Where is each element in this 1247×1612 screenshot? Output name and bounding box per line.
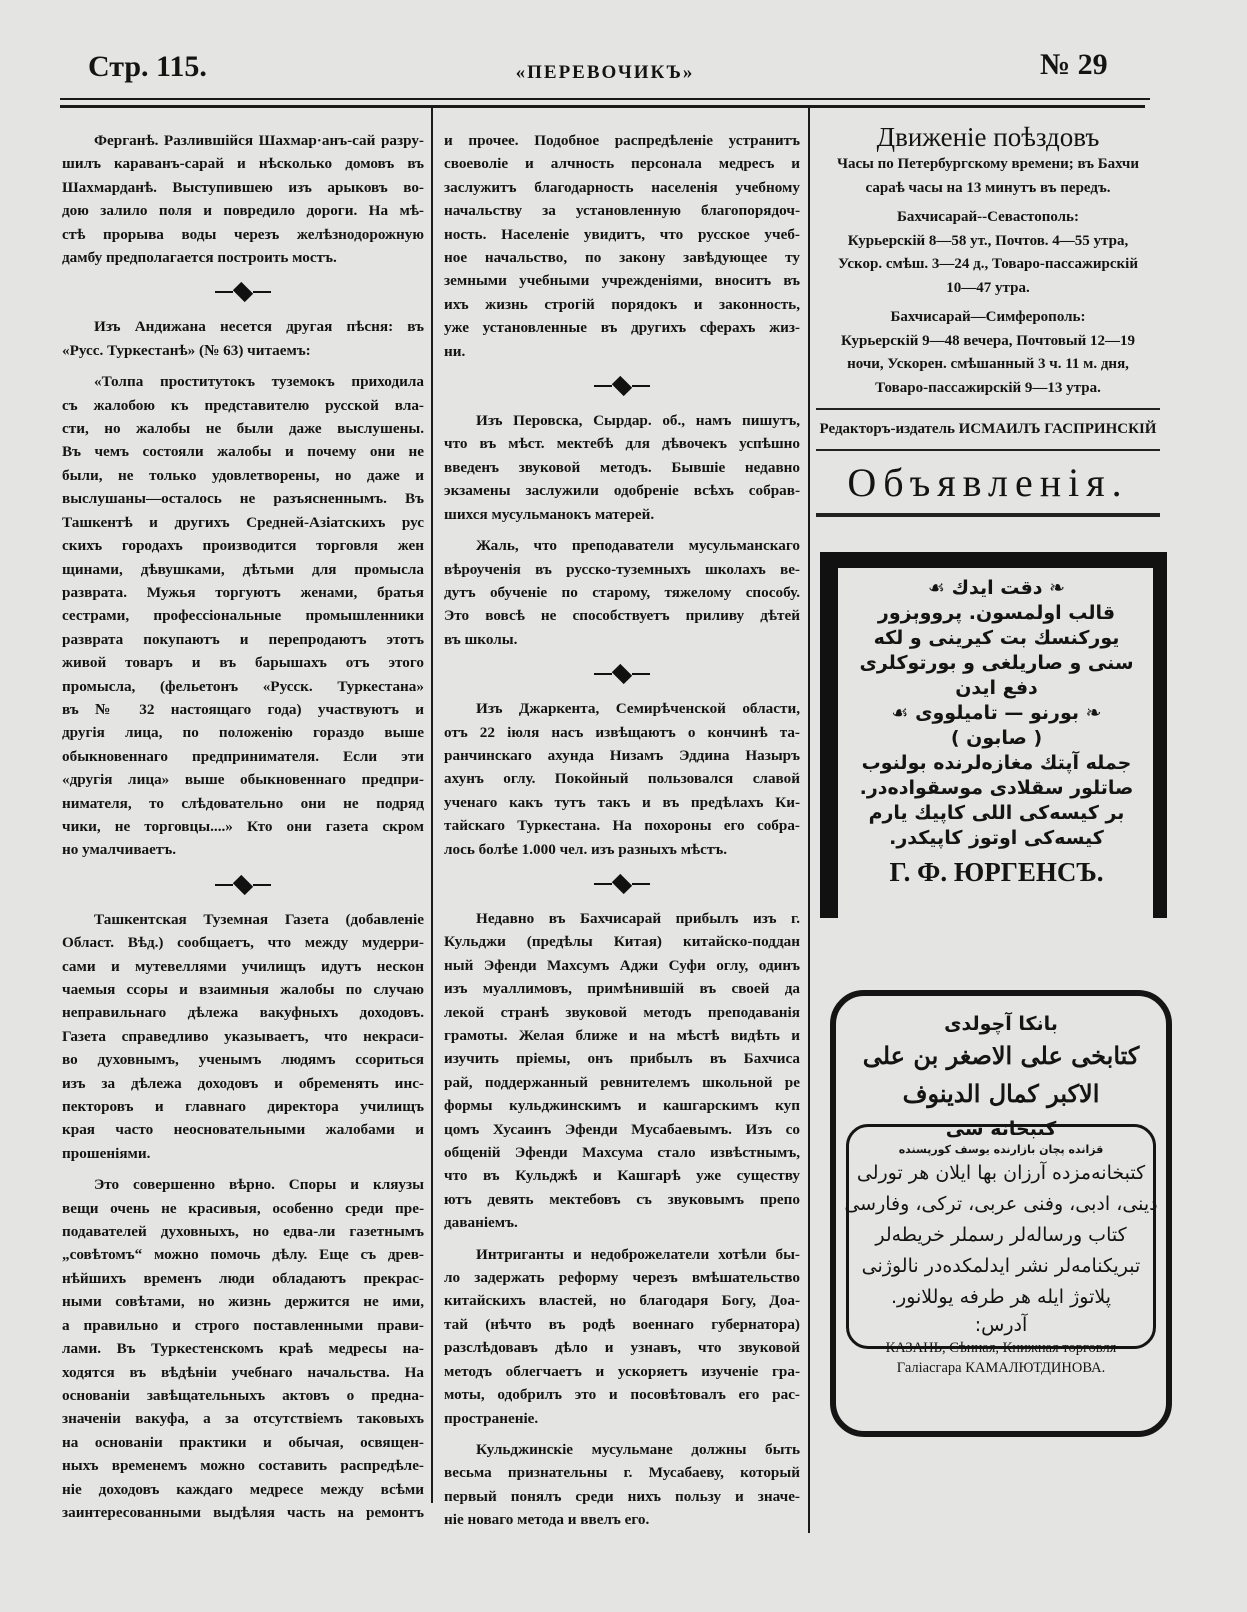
newspaper-title: «ПЕРЕВОЧИКЪ» [515,62,695,83]
ad-line: کتبخانه‌مزده آرزان بها ایلان هر تورلی [856,1162,1146,1184]
text-line: вещи очень не красивыя, особенно среди пре- [62,1199,424,1217]
section-ornament-icon [444,371,800,401]
train-schedule-title: Движеніе поѣздовъ [876,122,1100,152]
text-line: ни. [444,342,466,360]
text-line: ходятся въ вѣдѣніи учебнаго начальства. На [62,1363,424,1381]
ad-border [820,552,1167,568]
header-rule-bottom [60,105,1145,108]
text-line: изучить пріемы, онъ прибылъ въ Бахчиса [444,1050,800,1068]
text-line: методъ облегчаетъ и ускоряетъ изученіе гра- [444,1362,800,1380]
text-line: сестрами, профессіональные промышленники [62,607,424,625]
text-line: что въ Кульджѣ и Кашгарѣ уже существу [444,1167,800,1185]
text-line: вѣроученія въ русско-туземныхъ школахъ ве- [444,560,800,578]
fleuron-icon: ❧ [1042,577,1066,599]
text-line: Шахмарданѣ. Выступившею изъ арыковъ во- [62,178,424,196]
text-line: во духовнымъ, ученымъ людямъ ссориться [62,1051,424,1069]
text-line: начальству за установленную благопорядоч- [444,202,800,220]
text-line: стѣ прорыва воды черезъ желѣзнодорожную [62,225,424,243]
text-line: лось болѣе 1.000 чел. изъ разныхъ мѣстъ. [444,840,728,858]
ad-line: سنی و صاریلغی و بورتوکلری [859,652,1134,674]
article-paragraph [62,315,424,362]
text-line: Недавно въ Бахчисарай прибылъ изъ г. [476,909,800,927]
text-line: основаніи завѣщательныхъ актовъ о предна- [62,1386,424,1404]
bookshop-advertisement [830,990,1172,1437]
route-name: Бахчисарай—Симферополь: [890,309,1086,325]
text-line: грамоты. Желая ближе и на мѣстѣ видѣть и [444,1027,800,1044]
text-line: шилъ караванъ-сарай и нѣсколько домовъ въ [62,155,424,173]
text-line: разврата покупаютъ и перепродаютъ этотъ [62,630,424,648]
text-line: щинами, дѣвушками, дѣтьми для промысла [62,560,424,578]
route-line: ночи, Ускорен. смѣшанный 3 ч. 11 м. дня, [847,356,1129,372]
text-line: ное начальство, по закону завѣдующее ту [444,249,800,267]
text-line: Это совершенно вѣрно. Споры и кляузы [94,1176,424,1194]
text-line: Это вовсѣ не способствуетъ приливу дѣтей [444,607,800,625]
text-line: Кульджи (предѣлы Китая) китайско-поддан [444,933,800,951]
text-line: Газета справедливо указываетъ, что некраси- [62,1027,424,1045]
text-line: Ташкентская Туземная Газета (добавленіе [94,910,424,928]
article-paragraph [444,129,800,363]
text-line: края часто неосновательными жалобами и [62,1121,424,1139]
text-line: въ школы. [444,630,518,648]
text-line: китайскихъ властей, но благодаря Богу, Доа- [444,1292,800,1310]
text-line: тай (нѣчто въ родѣ военнаго губернатора) [444,1315,800,1333]
text-line: неправильнаго дѣлежа вакуфныхъ доходовъ. [62,1004,424,1022]
route-line: Курьерскій 9—48 вечера, Почтовый 12—19 [841,332,1135,349]
section-ornament-icon [444,869,800,899]
text-line: лекой странѣ звуковой методъ преподаванія [444,1003,800,1021]
article-paragraph [444,1243,800,1430]
text-line: Изъ Джаркента, Семирѣченской области, [476,700,800,718]
text-line: тайскаго Туркестана. На похороны его собра- [444,817,800,835]
article-paragraph [62,1173,424,1524]
section-ornament-icon [444,659,800,689]
ad-product [848,701,1145,726]
article-paragraph [62,370,424,862]
text-line: дутъ обученіе по старому, тяжелому способу. [444,583,800,601]
divider [816,408,1160,410]
article-paragraph [444,697,800,861]
text-line: чики, не торговцы....» Кто они газета скром [62,817,424,835]
fleuron-icon: ❧ [1079,702,1102,724]
text-line: ный Эфенди Махсумъ Аджи Суфи оглу, одинъ [444,956,800,974]
text-line: другія лица, по положенію гораздо выше [62,724,424,742]
ad-subtitle: کتبخانه سی [945,1118,1057,1140]
fleuron-icon: ☙ [891,702,916,724]
ad-line: پلاتوژ ایله هر طرفه یوللانور. [890,1286,1112,1308]
text-line: заслужитъ благодарность населенія учебному [444,178,800,196]
column-divider-1 [431,108,433,1503]
ad-heading-text: دقت ایدك [951,577,1043,599]
ad-line: قالب اولمسون. پرووېزور [877,602,1116,624]
text-line: были, не только удовлетворены, но даже и [62,466,424,484]
text-line: ютъ девять мектебовъ съ звуковымъ препо [444,1190,800,1208]
text-line: ность. Населеніе увидитъ, что русское учеб- [444,225,800,243]
text-line: въ № 32 настоящаго года) участвуютъ и [62,700,424,718]
text-line: ранчинскаго ахунда Низамъ Эддина Назыръ [444,746,800,764]
text-line: общеній Эфенди Махсума стало извѣстнымъ, [444,1144,800,1162]
text-line: дою залило поля и повредило дороги. На мѣ- [62,202,424,220]
text-line: обыкновеннаго предпринимателя. Если эти [62,747,424,765]
article-paragraph [62,908,424,1165]
text-line: нимателя, то слѣдовательно они не подряд [62,794,424,812]
page-number: Стр. 115. [88,50,207,83]
header-rule-top [60,98,1150,100]
text-line: съ жалобою къ представителю русской вла- [62,396,424,414]
text-line: промысла, (фельетонъ «Русск. Туркестана» [62,677,424,695]
text-line: даваніемъ. [444,1214,518,1232]
text-line: «Русс. Туркестанѣ» (№ 63) читаемъ: [62,341,311,359]
text-line: «другія лица» выше обыкновеннаго предпри- [62,771,424,789]
ad-line: دفع ایدن [955,677,1038,699]
ad-line: کتاب ورساله‌لر رسملر خریطه‌لر [875,1224,1127,1246]
text-line: ихъ жизнь строгій порядокъ и законность, [444,295,800,313]
ad-border [820,552,838,918]
sidebar-column [816,118,1160,525]
text-line: Ташкентѣ и другихъ Средней-Азіатскихъ рус [62,513,424,531]
ad-heading [848,576,1145,601]
text-line: своеволіе и алчность персонала медресъ и [444,155,800,173]
issue-number: № 29 [1040,48,1108,81]
text-line: изъ муаллимовъ, примѣнившій въ своей да [444,980,800,998]
ad-line: کیسه‌کی اوتوز کاپیکدر. [889,827,1104,849]
ad-address-line: КАЗАНЬ, Сѣнная, Книжная торговля [885,1340,1117,1356]
text-line: уже установленные въ другихъ сферахъ жиз- [444,319,800,337]
article-column-2 [444,129,800,1540]
ad-address-label: آدرس: [974,1314,1028,1336]
text-line: нѣйшихъ временъ люди обладаютъ прекрас- [62,1269,424,1287]
text-line: сти, но жалобы не были даже выслушены. [62,420,424,438]
text-line: сами и мутевеллями училищъ идутъ нескон [62,957,424,975]
text-line: весьма признательны г. Мусабаеву, который [444,1464,800,1482]
text-line: шихся мусульманокъ матерей. [444,505,655,523]
text-line: экзамены заслужили одобреніе всѣхъ собрав- [444,482,800,500]
text-line: Въ чемъ состояли жалобы и почему они не [62,443,424,461]
text-line: ніе доходовъ каждаго медресе между всѣми [62,1480,424,1498]
text-line: ніе новаго метода и ввелъ его. [444,1511,650,1529]
ad-line: بر کیسه‌کی اللی کاپیك یارم [868,802,1125,824]
text-line: введенъ звуковой методъ. Бывшіе недавно [444,458,800,476]
text-line: значеніи вакуфа, а за отсутствіемъ таковыхъ [62,1410,424,1428]
text-line: скихъ городахъ производится торговля жен [62,537,424,555]
editor-publisher: Редакторъ-издатель ИСМАИЛЪ ГАСПРИНСКІЙ [819,420,1157,437]
text-line: лами. Въ Туркестенскомъ краѣ медресы на- [62,1340,424,1358]
ad-calligraphy: کتابخی علی الاصغر بن علی الاکبر کمال الدینوف [862,1041,1140,1108]
text-line: Жаль, что преподаватели мусульманскаго [476,537,800,555]
text-line: ло задержать реформу черезъ вмѣшательство [444,1269,800,1287]
text-line: разврата. Мужья торгуютъ женами, братья [62,583,424,601]
text-line: изъ за дѣлежа доходовъ и обременять инс- [62,1074,424,1092]
text-line: „совѣтомъ“ можно помочь дѣлу. Еще съ древ- [62,1246,424,1264]
text-line: что въ мѣст. мектебѣ для дѣвочекъ успѣшно [444,435,800,453]
ad-line: جمله آپتك مغازه‌لرنده بولنوب [861,752,1132,774]
fleuron-icon: ☙ [927,577,952,599]
text-line: «Толпа проститутокъ туземокъ приходила [94,373,424,391]
ad-top-line: بانکا آچولدی [944,1013,1058,1035]
article-paragraph [62,129,424,269]
text-line: прошеніями. [62,1144,151,1162]
text-line: земными учебными учрежденіями, вноситъ въ [444,272,800,290]
article-paragraph [444,409,800,526]
soap-advertisement [820,552,1167,918]
ad-product-sub: ( صابون ) [950,727,1043,749]
text-line: пространеніе. [444,1409,539,1427]
train-note-line: сараѣ часы на 13 минутъ въ передъ. [865,179,1111,196]
text-line: заинтересованными выдѣляя часть на ремонтъ [62,1503,424,1521]
text-line: Изъ Андижана несется другая пѣсня: въ [94,318,424,336]
divider [816,513,1160,517]
text-line: а правильно и строго поставленными прави- [62,1316,424,1334]
section-ornament-icon [62,870,424,900]
text-line: Ферганѣ. Разлившійся Шахмар·анъ-сай разру- [94,132,424,149]
ad-signature: Г. Ф. ЮРГЕНСЪ. [889,857,1104,887]
text-line: цомъ Хусаинъ Эфенди Мусабаевымъ. Изъ со [444,1120,800,1138]
text-line: Интриганты и недоброжелатели хотѣли бы- [476,1245,800,1263]
article-paragraph [444,1438,800,1532]
text-line: Кульджинскіе мусульмане должны быть [476,1440,800,1458]
text-line: моты, одобрилъ это и посовѣтовалъ его рас- [444,1386,800,1404]
ad-line: تبریکنامه‌لر نشر ایدلمکده‌در نالوژنی [861,1255,1141,1277]
text-line: выслушаны—осталось не разъясненнымъ. Въ [62,490,424,508]
route-line: Товаро-пассажирскій 9—13 утра. [875,379,1101,396]
text-line: ныхъ временемъ можно составить распредѣле- [62,1457,424,1475]
text-line: ными совѣтами, но жизнь держится не ими, [62,1293,424,1311]
route-name: Бахчисарай--Севастополь: [897,209,1079,225]
ad-line: یورکنسك بت کیرینی و لکه [873,627,1120,649]
route-line: Курьерскій 8—58 ут., Почтов. 4—55 утра, [847,232,1129,249]
article-paragraph [444,907,800,1235]
train-note-line: Часы по Петербургскому времени; въ Бахчи [836,156,1140,172]
text-line: пекторовъ и главнаго директора училищъ [62,1098,424,1116]
text-line: формы кульджинскимъ и кашгарскимъ куп [444,1097,800,1115]
text-line: Област. Вѣд.) сообщаетъ, что между мудерри- [62,934,424,952]
column-divider-2 [808,108,810,1533]
ad-small-line: قزانده پچان بازارنده یوسف کورپسنده [898,1143,1104,1156]
advertisements-heading: Объявленія. [847,459,1129,505]
text-line: подавателей духовныхъ, но едва-ли газетнымъ [62,1223,424,1241]
text-line: Изъ Перовска, Сырдар. об., намъ пишутъ, [476,412,800,430]
text-line: дамбу предполагается построить мостъ. [62,249,337,267]
text-line: на основаніи практики и обычая, освящен- [62,1433,424,1451]
text-line: ахунъ оглу. Покойный пользовался славой [444,770,800,788]
text-line: но умалчиваетъ. [62,841,176,859]
text-line: первый понялъ среди нихъ пользу и значе- [444,1487,800,1505]
section-ornament-icon [62,277,424,307]
article-column-1 [62,129,424,1532]
ad-line: صاتلور سقلادی موسقواده‌در. [859,777,1134,799]
ad-line: دینی، ادبی، وفنی عربی، ترکی، وفارسی [844,1193,1158,1215]
text-line: отъ 22 іюля насъ извѣщаютъ о кончинѣ та- [444,723,800,741]
article-paragraph [444,534,800,651]
ad-border [1153,552,1167,918]
divider [816,449,1160,451]
route-line: Ускор. смѣш. 3—24 д., Товаро-пассажирскій [838,256,1138,272]
text-line: разслѣдовавъ дѣло и узнавъ, что звуковой [444,1339,800,1357]
text-line: ученаго какъ тутъ такъ и въ предѣлахъ Ки- [444,793,800,811]
ad-address-line: Галіасгара КАМАЛЮТДИНОВА. [896,1360,1106,1376]
text-line: и прочее. Подобное распредѣленіе устранитъ [444,132,800,149]
text-line: чаемыя ссоры и взаимныя жалобы по случаю [62,981,424,998]
ad-product-text: بورنو — تامیلووی [915,702,1080,724]
text-line: живой товаръ и въ барышахъ отъ этого [62,654,424,672]
text-line: рай, поддержанный ревнителемъ школьной ре [444,1073,800,1091]
route-line: 10—47 утра. [946,279,1030,296]
